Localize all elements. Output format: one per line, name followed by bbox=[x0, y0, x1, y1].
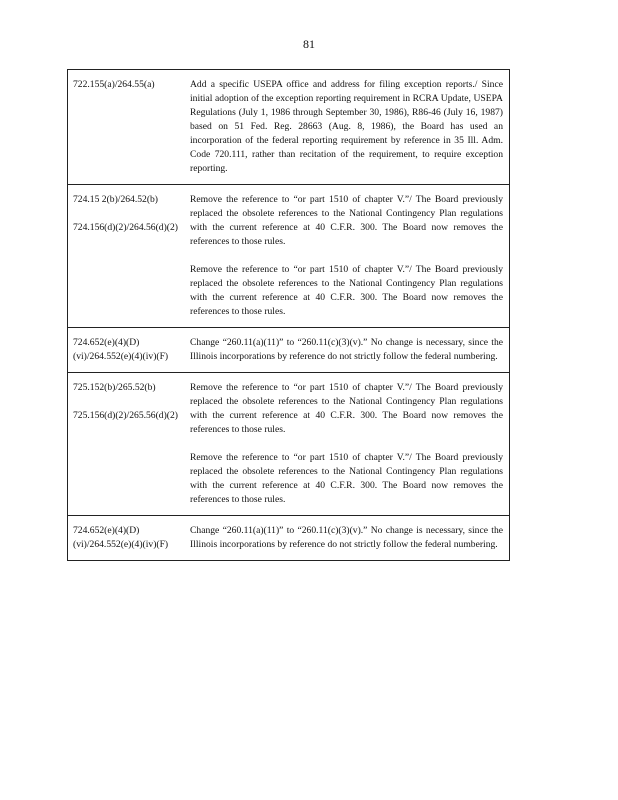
section-line: 265.56(d)(2) bbox=[129, 410, 178, 421]
change-description: Change “260.11(a)(11)” to “260.11(c)(3)(v).” No change is necessary, since the Illinois incorporations by reference do not strictly follow the federal numbering. bbox=[190, 525, 503, 550]
section-line: 725.156(d)(2)/ bbox=[73, 410, 130, 421]
description-cell bbox=[190, 328, 510, 373]
section-line: 264.56(d)(2) bbox=[129, 222, 178, 233]
section-citation bbox=[73, 78, 190, 92]
description-cell bbox=[190, 70, 510, 185]
page-number: 81 bbox=[303, 37, 315, 51]
section-line: 264.552(e)(4)(iv)(F) bbox=[89, 539, 169, 550]
section-citation bbox=[73, 336, 190, 364]
description-cell bbox=[190, 373, 510, 516]
section-citation bbox=[73, 221, 190, 235]
section-line: 724.156(d)(2)/ bbox=[73, 222, 130, 233]
table-row bbox=[68, 185, 510, 328]
table-row bbox=[68, 70, 510, 185]
section-citation bbox=[73, 193, 190, 207]
section-line: 722.155(a)/ bbox=[73, 79, 118, 90]
section-cell bbox=[68, 328, 191, 373]
table-row bbox=[68, 516, 510, 561]
change-description: Remove the reference to “or part 1510 of chapter V.”/ The Board previously replaced the obsolete references to the National Contingency Plan regulations with the current reference at 40 C.F.R. 300. The Board now removes the references to those rules. bbox=[190, 382, 503, 435]
change-description: Remove the reference to “or part 1510 of chapter V.”/ The Board previously replaced the obsolete references to the National Contingency Plan regulations with the current reference at 40 C.F.R. 300. The Board now removes the references to those rules. bbox=[190, 264, 503, 317]
change-description: Change “260.11(a)(11)” to “260.11(c)(3)(v).” No change is necessary, since the Illinois incorporations by reference do not strictly follow the federal numbering. bbox=[190, 337, 503, 362]
change-description: Add a specific USEPA office and address for filing exception reports./ Since initial adoption of the exception reporting requirement in RCRA Update, USEPA Regulations (July 1, 1986 through September 30, 1986), R86-46 (July 16, 1987) based on 51 Fed. Reg. 28663 (Aug. 8, 1986), the Board has used an incorporation of the federal reporting requirement by reference in 35 Ill. Adm. Code 720.111, rather than recitation of the requirement, to require exception reporting. bbox=[190, 79, 503, 174]
section-line: 264.55(a) bbox=[117, 79, 155, 90]
description-cell bbox=[190, 516, 510, 561]
section-cell bbox=[68, 70, 191, 185]
change-description: Remove the reference to “or part 1510 of chapter V.”/ The Board previously replaced the obsolete references to the National Contingency Plan regulations with the current reference at 40 C.F.R. 300. The Board now removes the references to those rules. bbox=[190, 452, 503, 505]
amendments-table bbox=[67, 69, 510, 561]
section-cell bbox=[68, 516, 191, 561]
section-cell bbox=[68, 373, 191, 516]
section-line: 265.52(b) bbox=[118, 382, 156, 393]
section-citation bbox=[73, 524, 190, 552]
section-cell bbox=[68, 185, 191, 328]
change-description: Remove the reference to “or part 1510 of chapter V.”/ The Board previously replaced the obsolete references to the National Contingency Plan regulations with the current reference at 40 C.F.R. 300. The Board now removes the references to those rules. bbox=[190, 194, 503, 247]
table-row bbox=[68, 328, 510, 373]
section-line: 264.52(b) bbox=[120, 194, 159, 205]
description-cell bbox=[190, 185, 510, 328]
section-line: 725.152(b)/ bbox=[73, 382, 119, 393]
section-citation bbox=[73, 409, 190, 423]
section-citation bbox=[73, 381, 190, 395]
table-row bbox=[68, 373, 510, 516]
section-line: 724.652(e)(4)(D)(vi)/ bbox=[73, 525, 140, 550]
section-line: 264.552(e)(4)(iv)(F) bbox=[89, 351, 169, 362]
section-line: 724.652(e)(4)(D)(vi)/ bbox=[73, 337, 140, 362]
section-line: 724.15 2(b)/ bbox=[73, 194, 121, 205]
